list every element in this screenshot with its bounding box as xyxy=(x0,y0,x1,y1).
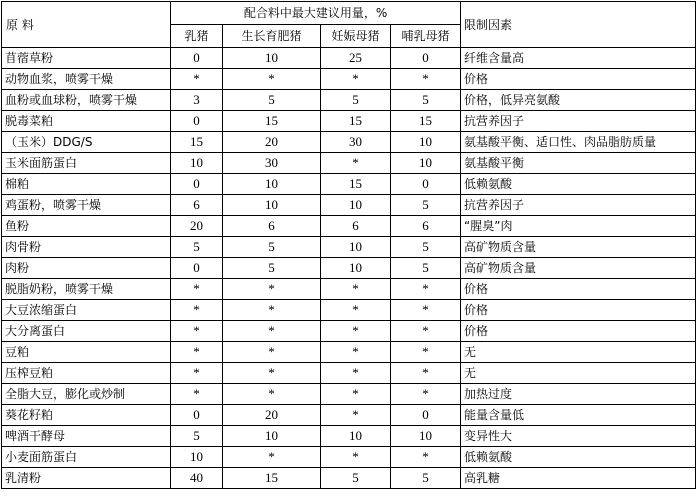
value-cell-piglet: * xyxy=(171,300,223,321)
value-cell-grower: * xyxy=(223,342,321,363)
table-row xyxy=(2,363,696,384)
limit-cell: “腥臭”肉 xyxy=(461,216,696,237)
value-cell-gestating: 30 xyxy=(321,132,391,153)
value-cell-lactating: 5 xyxy=(391,90,461,111)
col-header-lactating: 哺乳母猪 xyxy=(391,25,461,48)
limit-cell: 无 xyxy=(461,363,696,384)
value-cell-lactating: * xyxy=(391,342,461,363)
value-cell-grower: 10 xyxy=(223,174,321,195)
value-cell-grower: 6 xyxy=(223,216,321,237)
value-cell-piglet: 0 xyxy=(171,48,223,69)
value-cell-grower: 15 xyxy=(223,111,321,132)
table-row xyxy=(2,300,696,321)
value-cell-gestating: * xyxy=(321,342,391,363)
value-cell-grower: 5 xyxy=(223,90,321,111)
material-cell: 小麦面筋蛋白 xyxy=(2,447,171,468)
table-row xyxy=(2,90,696,111)
limit-cell: 能量含量低 xyxy=(461,405,696,426)
value-cell-piglet: * xyxy=(171,384,223,405)
material-cell: 豆粕 xyxy=(2,342,171,363)
value-cell-lactating: 10 xyxy=(391,153,461,174)
value-cell-piglet: 0 xyxy=(171,174,223,195)
value-cell-gestating: * xyxy=(321,405,391,426)
table-row xyxy=(2,405,696,426)
material-cell: 棉粕 xyxy=(2,174,171,195)
value-cell-grower: * xyxy=(223,384,321,405)
value-cell-piglet: 5 xyxy=(171,426,223,447)
table-row xyxy=(2,48,696,69)
limit-cell: 抗营养因子 xyxy=(461,195,696,216)
value-cell-gestating: * xyxy=(321,321,391,342)
material-header: 原 料 xyxy=(2,2,171,48)
limit-cell: 纤维含量高 xyxy=(461,48,696,69)
value-cell-piglet: 15 xyxy=(171,132,223,153)
limit-cell: 价格 xyxy=(461,279,696,300)
material-cell: 乳清粉 xyxy=(2,468,171,489)
value-cell-grower: * xyxy=(223,300,321,321)
value-cell-lactating: * xyxy=(391,321,461,342)
table-row xyxy=(2,321,696,342)
material-cell: 鱼粉 xyxy=(2,216,171,237)
value-cell-piglet: 20 xyxy=(171,216,223,237)
limit-cell: 抗营养因子 xyxy=(461,111,696,132)
value-cell-lactating: 5 xyxy=(391,258,461,279)
value-cell-gestating: 10 xyxy=(321,426,391,447)
material-cell: 肉骨粉 xyxy=(2,237,171,258)
feed-ingredient-table xyxy=(1,1,696,489)
limit-cell: 低赖氨酸 xyxy=(461,447,696,468)
value-cell-gestating: 15 xyxy=(321,111,391,132)
max-usage-header: 配合料中最大建议用量，% xyxy=(171,2,461,25)
table-row xyxy=(2,195,696,216)
value-cell-piglet: * xyxy=(171,363,223,384)
value-cell-grower: * xyxy=(223,69,321,90)
value-cell-gestating: 10 xyxy=(321,195,391,216)
limit-cell: 高矿物质含量 xyxy=(461,258,696,279)
material-cell: （玉米）DDG/S xyxy=(2,132,171,153)
value-cell-grower: 30 xyxy=(223,153,321,174)
value-cell-grower: * xyxy=(223,279,321,300)
value-cell-piglet: 6 xyxy=(171,195,223,216)
material-cell: 大豆浓缩蛋白 xyxy=(2,300,171,321)
value-cell-grower: 5 xyxy=(223,237,321,258)
value-cell-lactating: * xyxy=(391,447,461,468)
limit-cell: 加热过度 xyxy=(461,384,696,405)
value-cell-gestating: 6 xyxy=(321,216,391,237)
material-cell: 脱毒菜粕 xyxy=(2,111,171,132)
value-cell-piglet: 3 xyxy=(171,90,223,111)
table-row xyxy=(2,258,696,279)
material-cell: 鸡蛋粉，喷雾干燥 xyxy=(2,195,171,216)
value-cell-lactating: * xyxy=(391,69,461,90)
table-row xyxy=(2,384,696,405)
table-row xyxy=(2,153,696,174)
material-cell: 大分离蛋白 xyxy=(2,321,171,342)
value-cell-piglet: 0 xyxy=(171,258,223,279)
value-cell-gestating: * xyxy=(321,363,391,384)
material-cell: 苜蓿草粉 xyxy=(2,48,171,69)
limit-cell: 高矿物质含量 xyxy=(461,237,696,258)
table-row xyxy=(2,174,696,195)
limit-cell: 低赖氨酸 xyxy=(461,174,696,195)
material-cell: 动物血浆，喷雾干燥 xyxy=(2,69,171,90)
material-cell: 脱脂奶粉，喷雾干燥 xyxy=(2,279,171,300)
material-cell: 全脂大豆，膨化或炒制 xyxy=(2,384,171,405)
limit-cell: 价格，低异亮氨酸 xyxy=(461,90,696,111)
limit-cell: 氨基酸平衡 xyxy=(461,153,696,174)
value-cell-gestating: * xyxy=(321,69,391,90)
limit-cell: 氨基酸平衡、适口性、肉品脂肪质量 xyxy=(461,132,696,153)
material-cell: 葵花籽粕 xyxy=(2,405,171,426)
limit-cell: 变异性大 xyxy=(461,426,696,447)
value-cell-gestating: * xyxy=(321,300,391,321)
value-cell-lactating: 0 xyxy=(391,174,461,195)
value-cell-lactating: 0 xyxy=(391,48,461,69)
material-cell: 肉粉 xyxy=(2,258,171,279)
col-header-grower: 生长育肥猪 xyxy=(223,25,321,48)
value-cell-grower: * xyxy=(223,447,321,468)
col-header-gestating: 妊娠母猪 xyxy=(321,25,391,48)
value-cell-piglet: 10 xyxy=(171,447,223,468)
value-cell-grower: * xyxy=(223,321,321,342)
value-cell-piglet: * xyxy=(171,321,223,342)
value-cell-piglet: * xyxy=(171,69,223,90)
value-cell-piglet: 10 xyxy=(171,153,223,174)
value-cell-lactating: 10 xyxy=(391,132,461,153)
value-cell-lactating: * xyxy=(391,279,461,300)
limit-cell: 无 xyxy=(461,342,696,363)
table-row xyxy=(2,279,696,300)
value-cell-gestating: 5 xyxy=(321,90,391,111)
table-body xyxy=(2,48,696,489)
value-cell-lactating: 5 xyxy=(391,195,461,216)
value-cell-lactating: 0 xyxy=(391,405,461,426)
value-cell-piglet: 0 xyxy=(171,405,223,426)
value-cell-piglet: 40 xyxy=(171,468,223,489)
value-cell-gestating: 10 xyxy=(321,237,391,258)
col-header-piglet: 乳猪 xyxy=(171,25,223,48)
value-cell-grower: 10 xyxy=(223,48,321,69)
value-cell-lactating: 15 xyxy=(391,111,461,132)
value-cell-lactating: 6 xyxy=(391,216,461,237)
value-cell-lactating: * xyxy=(391,363,461,384)
material-cell: 啤酒干酵母 xyxy=(2,426,171,447)
value-cell-grower: 10 xyxy=(223,426,321,447)
value-cell-piglet: 5 xyxy=(171,237,223,258)
table-row xyxy=(2,342,696,363)
value-cell-gestating: 5 xyxy=(321,468,391,489)
value-cell-lactating: 5 xyxy=(391,468,461,489)
value-cell-piglet: * xyxy=(171,279,223,300)
value-cell-piglet: * xyxy=(171,342,223,363)
material-cell: 玉米面筋蛋白 xyxy=(2,153,171,174)
table-row xyxy=(2,132,696,153)
material-cell: 血粉或血球粉，喷雾干燥 xyxy=(2,90,171,111)
limit-cell: 价格 xyxy=(461,69,696,90)
value-cell-grower: 20 xyxy=(223,405,321,426)
value-cell-gestating: 25 xyxy=(321,48,391,69)
value-cell-grower: 15 xyxy=(223,468,321,489)
limit-header: 限制因素 xyxy=(461,2,696,48)
table-row xyxy=(2,237,696,258)
value-cell-grower: * xyxy=(223,363,321,384)
value-cell-lactating: 10 xyxy=(391,426,461,447)
value-cell-grower: 10 xyxy=(223,195,321,216)
value-cell-lactating: 5 xyxy=(391,237,461,258)
table-row xyxy=(2,111,696,132)
value-cell-gestating: 15 xyxy=(321,174,391,195)
table-row xyxy=(2,426,696,447)
material-cell: 压榨豆粕 xyxy=(2,363,171,384)
value-cell-piglet: 0 xyxy=(171,111,223,132)
limit-cell: 价格 xyxy=(461,321,696,342)
limit-cell: 高乳糖 xyxy=(461,468,696,489)
table-row xyxy=(2,216,696,237)
limit-cell: 价格 xyxy=(461,300,696,321)
value-cell-gestating: 10 xyxy=(321,258,391,279)
value-cell-gestating: * xyxy=(321,447,391,468)
value-cell-grower: 20 xyxy=(223,132,321,153)
value-cell-gestating: * xyxy=(321,384,391,405)
value-cell-lactating: * xyxy=(391,300,461,321)
table-row xyxy=(2,69,696,90)
value-cell-lactating: * xyxy=(391,384,461,405)
value-cell-gestating: * xyxy=(321,279,391,300)
value-cell-gestating: * xyxy=(321,153,391,174)
table-row xyxy=(2,447,696,468)
value-cell-grower: 5 xyxy=(223,258,321,279)
table-row xyxy=(2,468,696,489)
